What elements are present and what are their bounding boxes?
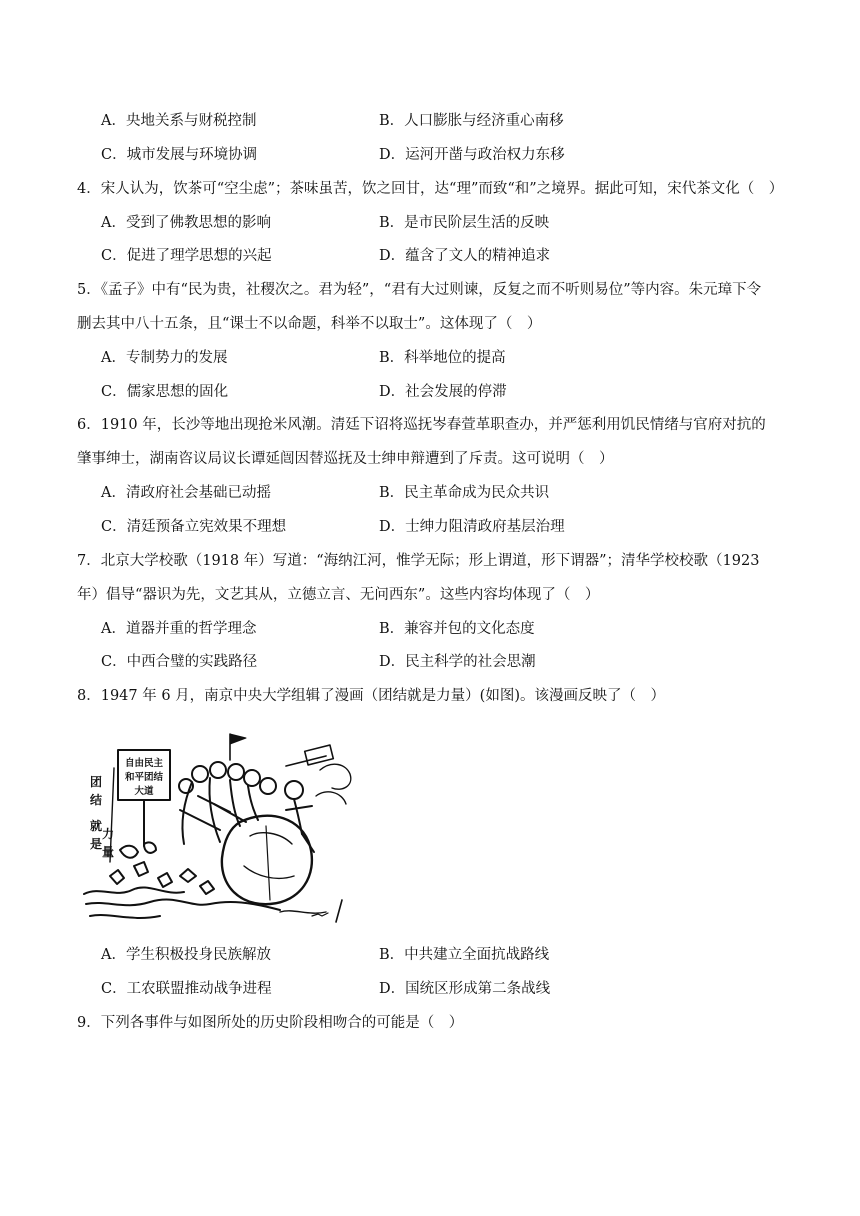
- question-6-stem: [77, 414, 787, 470]
- q3-options-row-2: [0, 144, 860, 166]
- q7-options-row-1: [0, 618, 860, 640]
- q9-stem-line: 9．下列各事件与如图所处的历史阶段相吻合的可能是（ ）: [77, 1015, 464, 1031]
- cartoon-caption-char: 量: [102, 845, 115, 859]
- q4-options-row-2: [0, 245, 860, 267]
- cartoon-caption-char: 力: [102, 827, 115, 841]
- q6-stem-line: 6．1910 年，长沙等地出现抢米风潮。清廷下诏将巡抚岑春萱革职查办，并严惩利用饥民情绪与官府对抗的: [77, 417, 766, 433]
- cartoon-caption-char: 团: [90, 775, 103, 789]
- q4-option-d[interactable]: D．蕴含了文人的精神追求: [379, 248, 551, 264]
- q8-option-d[interactable]: D．国统区形成第二条战线: [379, 981, 551, 997]
- q3-option-c[interactable]: C．城市发展与环境协调: [101, 147, 258, 163]
- q7-option-a[interactable]: A．道器并重的哲学理念: [101, 621, 257, 637]
- q4-option-a[interactable]: A．受到了佛教思想的影响: [101, 215, 271, 231]
- q7-option-c[interactable]: C．中西合璧的实践路径: [101, 654, 258, 670]
- cartoon-caption-char: 是: [90, 837, 103, 851]
- q4-option-b[interactable]: B．是市民阶层生活的反映: [379, 215, 550, 231]
- q5-stem-line: 5．《孟子》中有“民为贵，社稷次之。君为轻”，“君有大过则谏，反复之而不听则易位”等内容。朱元璋下令: [77, 282, 762, 298]
- cartoon-unity-is-strength: [80, 726, 358, 926]
- q4-stem-line: 4．宋人认为，饮茶可“空尘虑”；茶味虽苦，饮之回甘，达“理”而致“和”之境界。据此可知，宋代茶文化（ ）: [77, 181, 784, 197]
- q6-option-b[interactable]: B．民主革命成为民众共识: [379, 485, 550, 501]
- cartoon-sign-line-2: 和平团结: [124, 772, 164, 783]
- q7-option-b[interactable]: B．兼容并包的文化态度: [379, 621, 535, 637]
- q4-options-row-1: [0, 212, 860, 234]
- cartoon-sign-line-3: 大道: [134, 786, 154, 797]
- q5-options-row-1: [0, 347, 860, 369]
- q6-options-row-2: [0, 516, 860, 538]
- q5-option-b[interactable]: B．科举地位的提高: [379, 350, 506, 366]
- question-4-stem: [77, 178, 787, 200]
- q7-stem-line: 年）倡导“器识为先，文艺其从，立德立言、无问西东”。这些内容均体现了（ ）: [77, 587, 600, 603]
- question-9-stem: [77, 1012, 787, 1034]
- q3-option-a[interactable]: A．央地关系与财税控制: [101, 113, 257, 129]
- q8-option-a[interactable]: A．学生积极投身民族解放: [101, 947, 271, 963]
- question-5-stem: [77, 279, 787, 335]
- q4-option-c[interactable]: C．促进了理学思想的兴起: [101, 248, 272, 264]
- q8-options-row-1: [0, 944, 860, 966]
- q5-option-d[interactable]: D．社会发展的停滞: [379, 384, 507, 400]
- q5-stem-line: 删去其中八十五条，且“课士不以命题，科举不以取士”。这体现了（ ）: [77, 316, 542, 332]
- question-7-stem: [77, 550, 787, 606]
- q6-option-d[interactable]: D．士绅力阻清政府基层治理: [379, 519, 565, 535]
- q3-option-b[interactable]: B．人口膨胀与经济重心南移: [379, 113, 564, 129]
- q5-option-c[interactable]: C．儒家思想的固化: [101, 384, 229, 400]
- q7-options-row-2: [0, 651, 860, 673]
- cartoon-caption-char: 结: [90, 793, 103, 807]
- q6-options-row-1: [0, 482, 860, 504]
- cartoon-sign-line-1: 自由民主: [124, 758, 164, 769]
- q8-option-b[interactable]: B．中共建立全面抗战路线: [379, 947, 550, 963]
- q6-stem-line: 肇事绅士，湖南咨议局议长谭延闿因替巡抚及士绅申辩遭到了斥责。这可说明（ ）: [77, 451, 614, 467]
- q8-option-c[interactable]: C．工农联盟推动战争进程: [101, 981, 272, 997]
- q8-stem-line: 8．1947 年 6 月，南京中央大学组辑了漫画（团结就是力量）(如图)。该漫画反映了（ ）: [77, 688, 665, 704]
- q5-option-a[interactable]: A．专制势力的发展: [101, 350, 228, 366]
- q5-options-row-2: [0, 381, 860, 403]
- q3-option-d[interactable]: D．运河开凿与政治权力东移: [379, 147, 565, 163]
- q7-option-d[interactable]: D．民主科学的社会思潮: [379, 654, 536, 670]
- q8-options-row-2: [0, 978, 860, 1000]
- q7-stem-line: 7．北京大学校歌（1918 年）写道：“海纳江河，惟学无际；形上谓道，形下谓器”；清华学校校歌（1923: [77, 553, 760, 569]
- question-8-stem: [77, 685, 787, 707]
- q3-options-row-1: [0, 110, 860, 132]
- q6-option-c[interactable]: C．清廷预备立宪效果不理想: [101, 519, 287, 535]
- q6-option-a[interactable]: A．清政府社会基础已动摇: [101, 485, 271, 501]
- cartoon-caption-char: 就: [90, 819, 103, 833]
